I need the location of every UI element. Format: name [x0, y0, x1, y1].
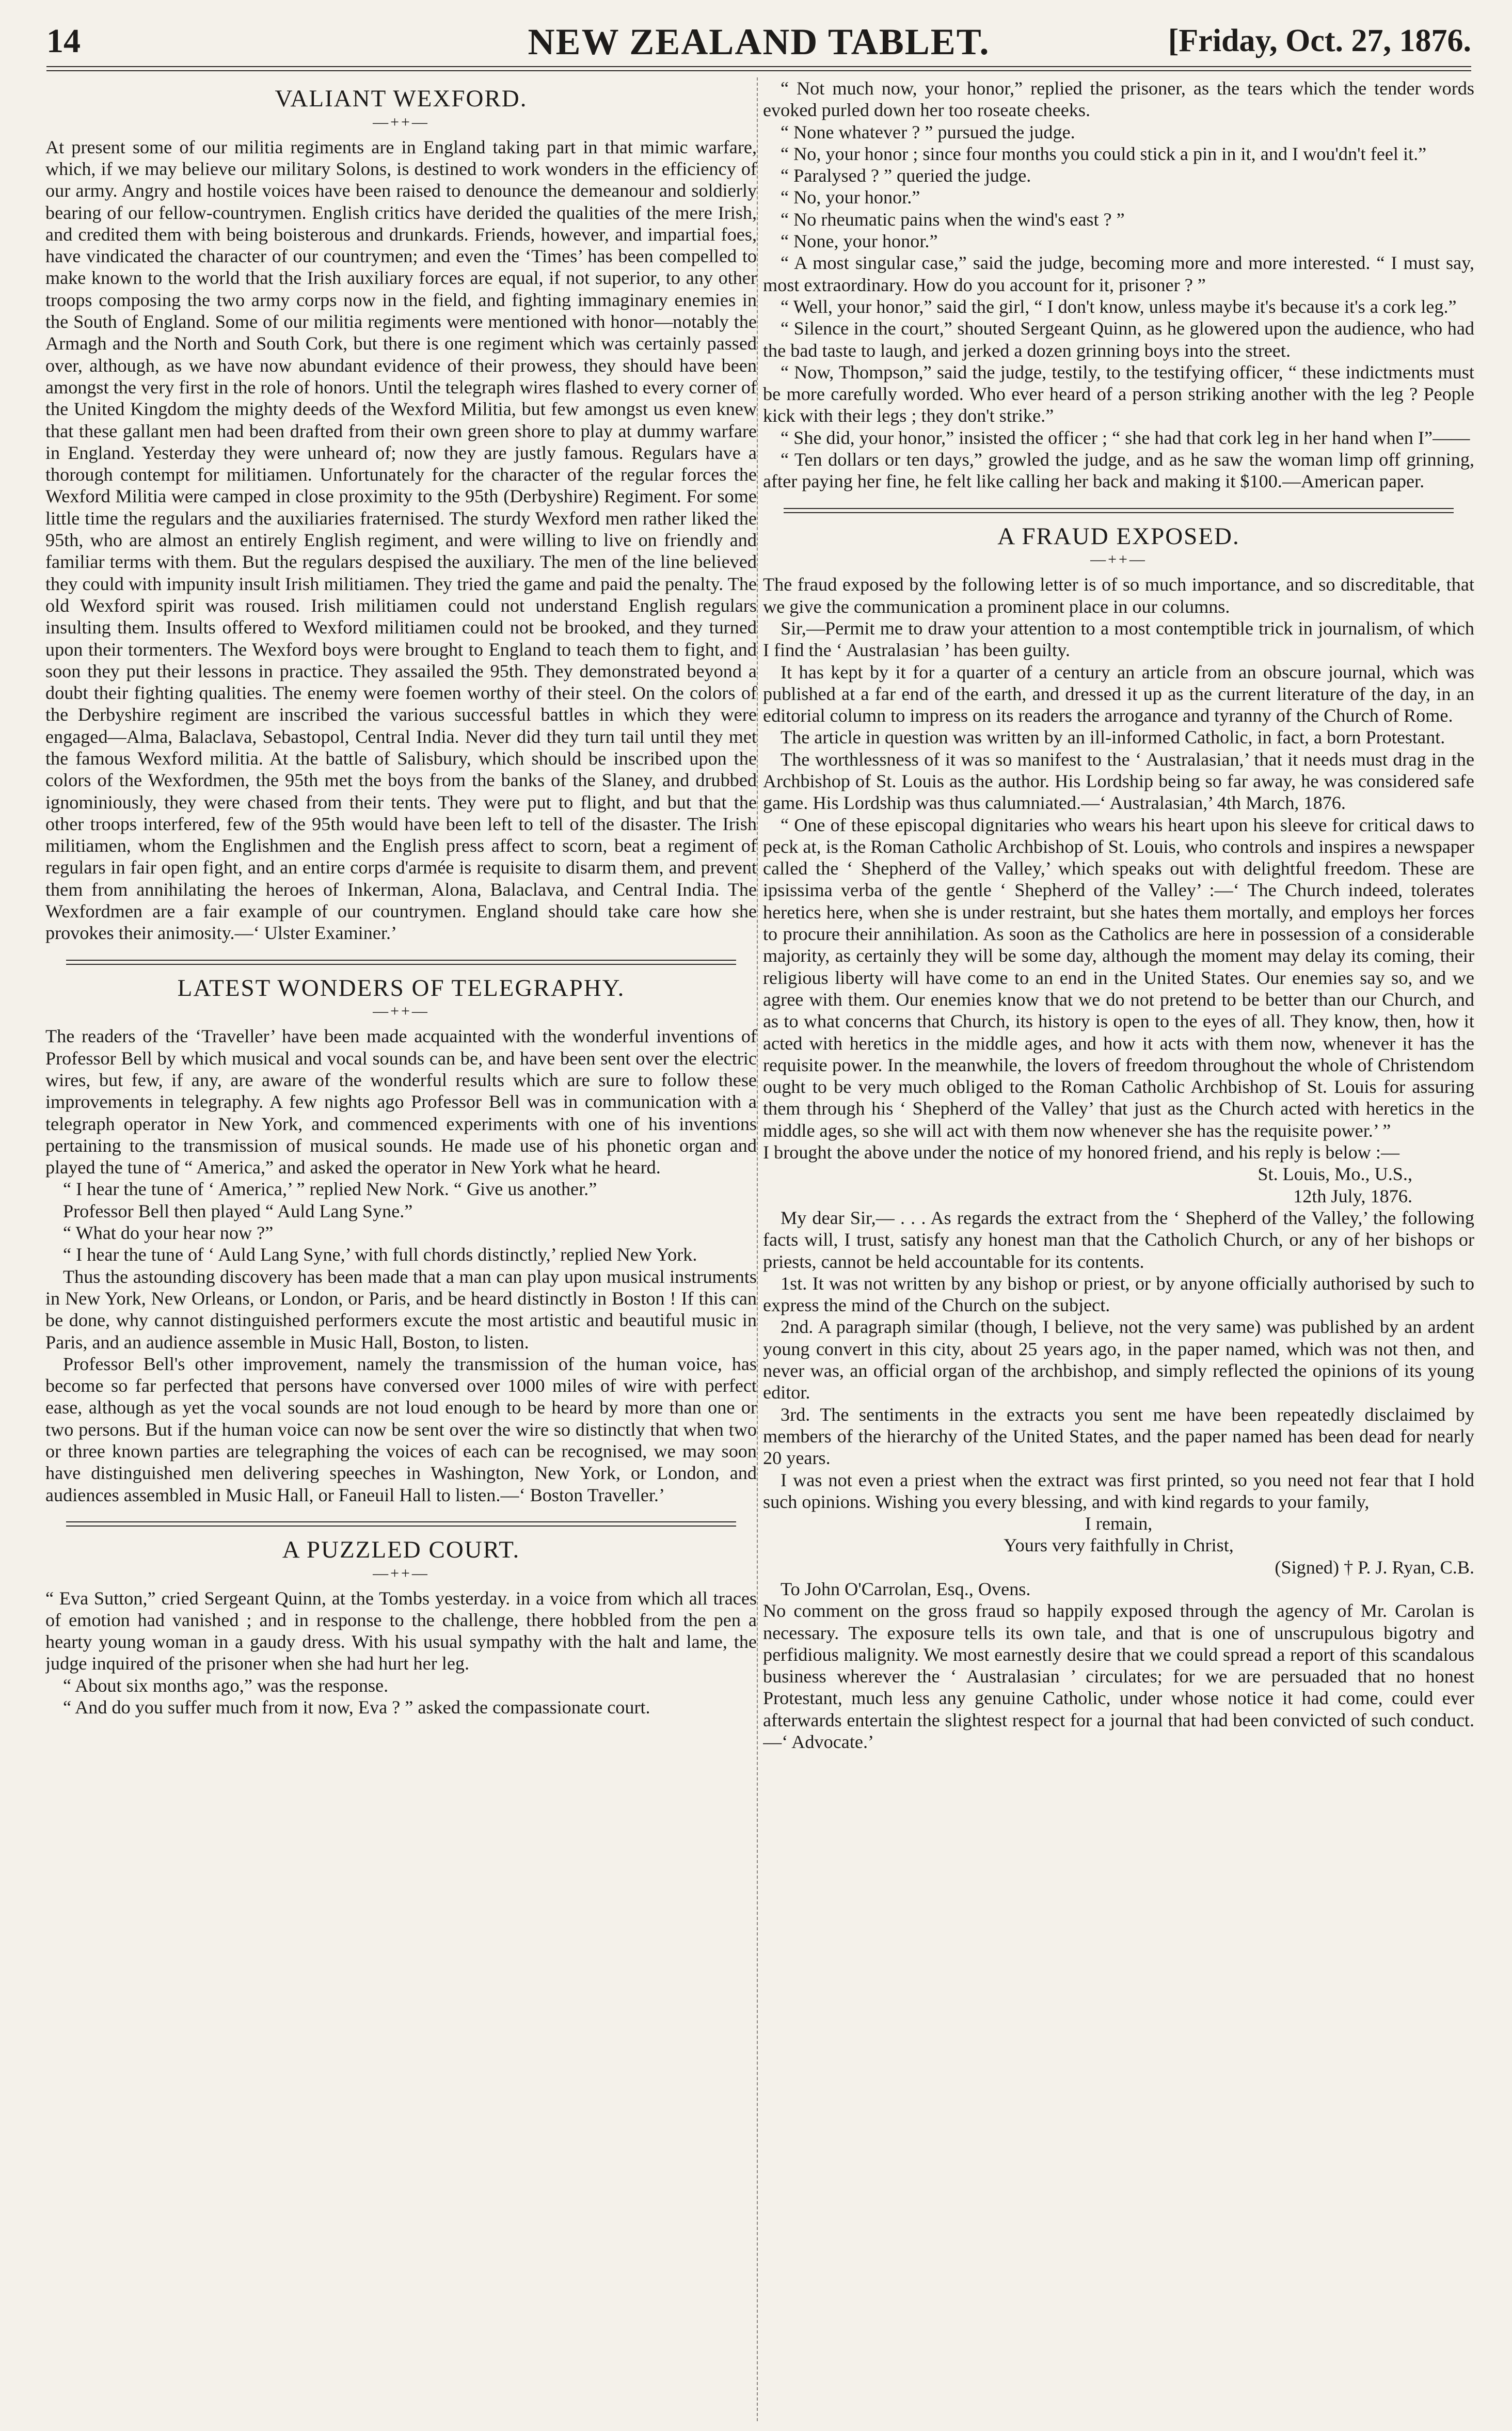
letter-recipient: To John O'Carrolan, Esq., Ovens.	[781, 1578, 1031, 1599]
article-paragraph: I brought the above under the notice of my honored friend, and his reply is below :—	[763, 1142, 1400, 1163]
article-paragraph: 3rd. The sentiments in the extracts you sent me have been repeatedly disclaimed by members of the hierarchy of the United States, and the paper named has been dead for nearly 20 years.	[763, 1404, 1474, 1469]
article-paragraph: Thus the astounding discovery has been made that a man can play upon musical instruments in New York, New Orleans, or London, or Paris, and be heard distinctly in Boston ! If this can be done, why cannot distinguished performers excute the most artistic and beautiful music in Paris, and an audience assemble in Music Hall, Boston, to listen.	[45, 1266, 757, 1353]
article-paragraph: “ Not much now, your honor,” replied the prisoner, as the tears which the tender words evoked purled down her too roseate cheeks.	[763, 78, 1474, 121]
article-paragraph: “ None, your honor.”	[781, 231, 938, 252]
article-puzzled-court	[45, 1537, 757, 1718]
article-paragraph: 2nd. A paragraph similar (though, I believe, not the very same) was published by an ardent young convert in this city, about 25 years ago, in the paper named, which was not then, and never was, an official organ of the archbishop, and simply reflected the opinions of its young editor.	[763, 1316, 1474, 1403]
article-paragraph: It has kept by it for a quarter of a century an article from an obscure journal, which was published at a far end of the earth, and dressed it up as the current literature of the day, in an editorial column to impress on its readers the arrogance and tyranny of the Church of Rome.	[763, 661, 1474, 726]
article-paragraph: “ No, your honor ; since four months you could stick a pin in it, and I wou'dn't feel it.”	[781, 143, 1427, 164]
letter-signature: (Signed) † P. J. Ryan, C.B.	[1275, 1556, 1474, 1578]
letter-date: 12th July, 1876.	[1293, 1185, 1412, 1206]
article-paragraph: The readers of the ‘Traveller’ have been made acquainted with the wonderful inventions of Professor Bell by which musical and vocal sounds can be, and have been sent over the electric wires, but few, if any, are aware of the wonderful results which are sure to follow these improvements in telegraphy. A few nights ago Professor Bell was in communication with a telegraph operator in New York, and commenced experiments with one of his inventions pertaining to the transmission of musical sounds. He made use of his phonetic organ and played the tune of “ America,” and asked the operator in New York what he heard.	[45, 1026, 757, 1178]
masthead-rule	[46, 66, 1471, 71]
article-paragraph: “ What do your hear now ?”	[63, 1222, 274, 1244]
article-paragraph: “ I hear the tune of ‘ Auld Lang Syne,’ with full chords distinctly,’ replied New York.	[63, 1244, 697, 1265]
left-column	[45, 77, 757, 2421]
letter-address: St. Louis, Mo., U.S.,	[1258, 1164, 1412, 1185]
article-headline: A PUZZLED COURT.	[282, 1536, 520, 1563]
article-puzzled-court-continued	[763, 77, 1474, 492]
article-fraud-exposed	[763, 523, 1474, 1753]
article-paragraph: Professor Bell then played “ Auld Lang Syne.”	[63, 1200, 413, 1221]
article-paragraph: Professor Bell's other improvement, namely the transmission of the human voice, has become so far perfected that persons have conversed over 1000 miles of wire with perfect ease, although as yet the vocal sounds are not loud enough to be heard by more than one or two persons. But if the human voice can now be sent over the wire so distinctly that when two or three known parties are telegraphing the voices of each can be recognised, we may soon have distinguished men delivering speeches in Washington, New York, or London, and audiences assembled in Music Hall, or Faneuil Hall to listen.—‘ Boston Traveller.’	[45, 1353, 757, 1505]
article-paragraph: “ None whatever ? ” pursued the judge.	[781, 121, 1075, 142]
article-paragraph: “ Silence in the court,” shouted Sergeant Quinn, as he glowered upon the audience, who had the bad taste to laugh, and jerked a dozen grinning boys into the street.	[763, 318, 1474, 361]
article-valiant-wexford	[45, 86, 757, 944]
section-rule	[66, 1521, 736, 1527]
article-paragraph: The article in question was written by an ill-informed Catholic, in fact, a born Protestant.	[781, 727, 1445, 748]
ornament-divider: —++—	[1090, 551, 1147, 568]
article-paragraph: My dear Sir,— . . . As regards the extract from the ‘ Shepherd of the Valley,’ the following facts will, I trust, satisfy any honest man that the Catholich Church, or any of her bishops or priests, cannot be held accountable for its contents.	[763, 1207, 1474, 1272]
article-paragraph: “ Now, Thompson,” said the judge, testily, to the testifying officer, “ these indictments must be more carefully worded. Who ever heard of a person striking another with the leg ? People kick with their legs ; they don't strike.”	[763, 361, 1474, 426]
article-paragraph: “ One of these episcopal dignitaries who wears his heart upon his sleeve for critical daws to peck at, is the Roman Catholic Archbishop of St. Louis, who controls and inspires a newspaper called the ‘ Shepherd of the Valley,’ which speaks out with delightful freedom. These are ipsissima verba of the gentle ‘ Shepherd of the Valley’ :—‘ The Church indeed, tolerates heretics here, when she is under restraint, but she hates them mortally, and employs her forces to procure their annihilation. As soon as the Catholics are here in possession of a considerable majority, as certainly they will be some day, although the moment may delay its coming, their religious liberty will have come to an end in the United States. Our enemies say so, and we agree with them. Our enemies know that we do not pretend to be better than our Church, and as to what concerns that Church, its history is open to the eyes of all. They know, then, how it acted with heretics in the middle ages, and how it acts with them now, whenever it has the requisite power. In the meanwhile, the lovers of freedom throughout the whole of Christendom ought to be very much obliged to the Roman Catholic Archbishop of St. Louis for assuring them through his ‘ Shepherd of the Valley’ that just as the Church acted with heretics in the middle ages, so she will act with them now whenever she has the requisite power.’ ”	[763, 814, 1474, 1141]
article-paragraph: “ Well, your honor,” said the girl, “ I don't know, unless maybe it's because it's a cork leg.”	[781, 296, 1457, 317]
article-paragraph: The worthlessness of it was so manifest to the ‘ Australasian,’ that it needs must drag in the Archbishop of St. Louis as the author. His Lordship being so far away, he was considered safe game. His Lordship was thus calumniated.—‘ Australasian,’ 4th March, 1876.	[763, 749, 1474, 814]
article-paragraph: “ And do you suffer much from it now, Eva ? ” asked the compassionate court.	[63, 1697, 650, 1718]
letter-closing: I remain,	[1085, 1513, 1153, 1534]
article-headline: A FRAUD EXPOSED.	[997, 522, 1240, 550]
article-telegraphy	[45, 975, 757, 1506]
article-paragraph: “ Ten dollars or ten days,” growled the judge, and as he saw the woman limp off grinning, after paying her fine, he felt like calling her back and making it $100.—American paper.	[763, 449, 1474, 492]
section-rule	[66, 960, 736, 965]
ornament-divider: —++—	[373, 1564, 429, 1582]
article-paragraph: “ Eva Sutton,” cried Sergeant Quinn, at the Tombs yesterday. in a voice from which all traces of emotion had vanished ; and in response to the challenge, there hobbled from the pen a hearty young woman in a gaudy dress. With his usual sympathy with the halt and lame, the judge inquired of the prisoner when she had hurt her leg.	[45, 1587, 757, 1674]
ornament-divider: —++—	[373, 1003, 429, 1020]
page-number: 14	[46, 22, 81, 60]
masthead	[46, 15, 1471, 62]
issue-date: [Friday, Oct. 27, 1876.	[1168, 23, 1471, 58]
right-column	[763, 77, 1474, 2421]
letter-closing: Yours very faithfully in Christ,	[1004, 1535, 1234, 1556]
article-paragraph: Sir,—Permit me to draw your attention to a most contemptible trick in journalism, of which I find the ‘ Australasian ’ has been guilty.	[763, 617, 1474, 661]
column-divider	[757, 77, 758, 2421]
article-paragraph: “ No, your honor.”	[781, 187, 920, 208]
newspaper-title: NEW ZEALAND TABLET.	[528, 21, 990, 62]
article-paragraph: At present some of our militia regiments are in England taking part in that mimic warfare, which, if we may believe our military Solons, is destined to work wonders in the efficiency of our army. Angry and hostile voices have been raised to denounce the demeanour and soldierly bearing of our fellow-countrymen. English critics have derided the qualities of the mere Irish, and credited them with being boisterous and drunkards. Friends, however, and impartial foes, have vindicated the character of our countrymen; and even the ‘Times’ has been compelled to make known to the world that the Irish auxiliary forces are equal, if not superior, to any other troops composing the two army corps now in the field, and fighting immaginary enemies in the South of England. Some of our militia regiments were mentioned with honor—notably the Armagh and the North and South Cork, but there is one regiment which was certainly passed over, although, as we have now abundant evidence of their prowess, they should have been amongst the very first in the role of honors. Until the telegraph wires flashed to every corner of the United Kingdom the mighty deeds of the Wexford Militia, but few amongst us even knew that these gallant men had been drafted from their own green shore to play at dummy warfare in England. Yesterday they were unheard of; now they are justly famous. Regulars have a thorough contempt for militiamen. Unfortunately for the character of the regular forces the Wexford Militia were camped in close proximity to the 95th (Derbyshire) Regiment. For some little time the regulars and the auxiliaries fraternised. The sturdy Wexford men rather liked the 95th, who are almost an entirely English regiment, and were willing to live on friendly and familiar terms with them. But the regulars despised the auxiliary. The men of the line believed they could with impunity insult Irish militiamen. They tried the game and paid the penalty. The old Wexford spirit was roused. Irish militiamen could not understand English regulars insulting them. Insults offered to Wexford militiamen could not be brooked, and they turned upon their tormenters. The Wexford boys were brought to England to teach them to fight, and soon they put their lessons in practice. They assailed the 95th. They demonstrated beyond a doubt their fighting qualities. The enemy were foemen worthy of their steel. On the colors of the Derbyshire regiment are inscribed the various successful battles in which they were engaged—Alma, Balaclava, Sebastopol, Central India. Never did they turn tail until they met the famous Wexford militia. At the battle of Salisbury, which should be inscribed upon the colors of the Wexfordmen, the 95th met the boys from the banks of the Slaney, and drubbed ignominiously, they were chased from their tents. They were put to flight, and but that the other troops interfered, few of the 95th would have been left to tell of the disaster. The Irish militiamen, whom the Englishmen and the English press affect to scorn, beat a regiment of regulars in fair open fight, and an entire corps d'armée is requisite to disarm them, and prevent them from annihilating the heroes of Inkerman, Alona, Balaclava, and Central India. The Wexfordmen are a fair example of our countrymen. England should take care how she provokes their animosity.—‘ Ulster Examiner.’	[45, 136, 757, 944]
article-paragraph: No comment on the gross fraud so happily exposed through the agency of Mr. Carolan is necessary. The exposure tells its own tale, and that is one of unscrupulous bigotry and perfidious malignity. We most earnestly desire that we could spread a report of this scandalous business wherever the ‘ Australasian ’ circulates; for we are persuaded that no honest Protestant, much less any genuine Catholic, under whose notice it had come, could ever afterwards entertain the slightest respect for a journal that had been convicted of such conduct.—‘ Advocate.’	[763, 1600, 1474, 1753]
article-paragraph: The fraud exposed by the following letter is of so much importance, and so discreditable, that we give the communication a prominent place in our columns.	[763, 574, 1474, 617]
article-paragraph: “ I hear the tune of ‘ America,’ ” replied New Nork. “ Give us another.”	[63, 1179, 597, 1200]
ornament-divider: —++—	[373, 113, 429, 131]
article-paragraph: “ No rheumatic pains when the wind's east ? ”	[781, 209, 1125, 230]
article-headline: VALIANT WEXFORD.	[275, 85, 528, 112]
article-paragraph: 1st. It was not written by any bishop or priest, or by anyone officially authorised by such to express the mind of the Church on the subject.	[763, 1273, 1474, 1316]
article-paragraph: “ A most singular case,” said the judge, becoming more and more interested. “ I must say, most extraordinary. How do you account for it, prisoner ? ”	[763, 252, 1474, 295]
article-headline: LATEST WONDERS OF TELEGRAPHY.	[177, 974, 625, 1002]
section-rule	[784, 508, 1454, 513]
article-paragraph: “ She did, your honor,” insisted the officer ; “ she had that cork leg in her hand when I”——	[781, 427, 1470, 448]
article-paragraph: “ About six months ago,” was the response.	[63, 1675, 389, 1696]
article-paragraph: “ Paralysed ? ” queried the judge.	[781, 165, 1031, 186]
article-paragraph: I was not even a priest when the extract was first printed, so you need not fear that I hold such opinions. Wishing you every blessing, and with kind regards to your family,	[763, 1469, 1474, 1512]
